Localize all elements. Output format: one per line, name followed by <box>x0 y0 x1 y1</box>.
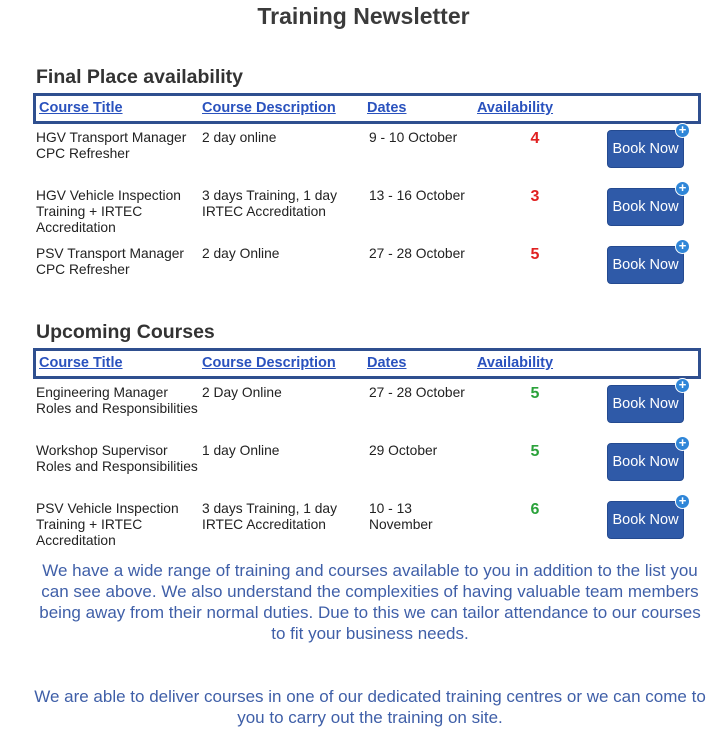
course-dates: 27 - 28 October <box>369 385 465 400</box>
plus-icon[interactable]: + <box>675 494 690 509</box>
book-now-button[interactable] <box>607 122 687 168</box>
book-now-label: Book Now <box>612 396 679 412</box>
final-table-header <box>33 93 701 124</box>
course-title: HGV Vehicle Inspection Training + IRTEC Accreditation <box>36 188 181 235</box>
availability-count: 5 <box>530 385 540 402</box>
course-description: 2 day online <box>202 130 277 145</box>
plus-icon[interactable]: + <box>675 239 690 254</box>
header-course-description[interactable]: Course Description <box>202 100 336 116</box>
book-now-label: Book Now <box>612 141 679 157</box>
course-title: Engineering Manager Roles and Responsibilities <box>36 385 198 416</box>
header-course-title[interactable]: Course Title <box>39 100 123 116</box>
course-dates: 9 - 10 October <box>369 130 458 145</box>
book-now-label: Book Now <box>612 454 679 470</box>
book-now-button[interactable] <box>607 493 687 539</box>
header-course-title[interactable]: Course Title <box>39 355 123 371</box>
course-dates: 13 - 16 October <box>369 188 465 203</box>
header-dates[interactable]: Dates <box>367 100 407 116</box>
availability-count: 5 <box>530 246 540 263</box>
page-title: Training Newsletter <box>257 3 470 29</box>
book-now-button[interactable] <box>607 435 687 481</box>
book-now-button[interactable] <box>607 238 687 284</box>
upcoming-table-header <box>33 348 701 379</box>
plus-icon[interactable]: + <box>675 378 690 393</box>
info-paragraph-1: We have a wide range of training and courses available to you in addition to the list you can see above. We also understand the complexities of having valuable team members being away from their normal duties. Due to this we can tailor attendance to our courses to fit your business needs. <box>39 561 701 643</box>
upcoming-section-heading: Upcoming Courses <box>36 321 215 343</box>
book-now-button[interactable] <box>607 377 687 423</box>
course-title: HGV Transport Manager CPC Refresher <box>36 130 187 161</box>
book-now-label: Book Now <box>612 257 679 273</box>
availability-count: 3 <box>530 188 540 205</box>
plus-icon[interactable]: + <box>675 123 690 138</box>
plus-icon[interactable]: + <box>675 181 690 196</box>
book-now-button[interactable] <box>607 180 687 226</box>
availability-count: 5 <box>530 443 540 460</box>
course-description: 3 days Training, 1 day IRTEC Accreditation <box>202 501 337 532</box>
course-description: 3 days Training, 1 day IRTEC Accreditation <box>202 188 337 219</box>
course-description: 2 day Online <box>202 246 280 261</box>
book-now-label: Book Now <box>612 199 679 215</box>
final-section-heading: Final Place availability <box>36 66 244 88</box>
header-course-description[interactable]: Course Description <box>202 355 336 371</box>
availability-count: 6 <box>530 501 540 518</box>
header-availability[interactable]: Availability <box>477 355 554 371</box>
header-availability[interactable]: Availability <box>477 100 554 116</box>
course-title: PSV Vehicle Inspection Training + IRTEC Accreditation <box>36 501 179 548</box>
course-dates: 10 - 13 November <box>369 501 433 532</box>
course-title: PSV Transport Manager CPC Refresher <box>36 246 185 277</box>
info-paragraph-2: We are able to deliver courses in one of our dedicated training centres or we can come to you to carry out the training on site. <box>34 687 706 727</box>
course-dates: 27 - 28 October <box>369 246 465 261</box>
course-description: 2 Day Online <box>202 385 282 400</box>
book-now-label: Book Now <box>612 512 679 528</box>
course-description: 1 day Online <box>202 443 280 458</box>
course-title: Workshop Supervisor Roles and Responsibilities <box>36 443 198 474</box>
plus-icon[interactable]: + <box>675 436 690 451</box>
course-dates: 29 October <box>369 443 438 458</box>
availability-count: 4 <box>530 130 540 147</box>
header-dates[interactable]: Dates <box>367 355 407 371</box>
